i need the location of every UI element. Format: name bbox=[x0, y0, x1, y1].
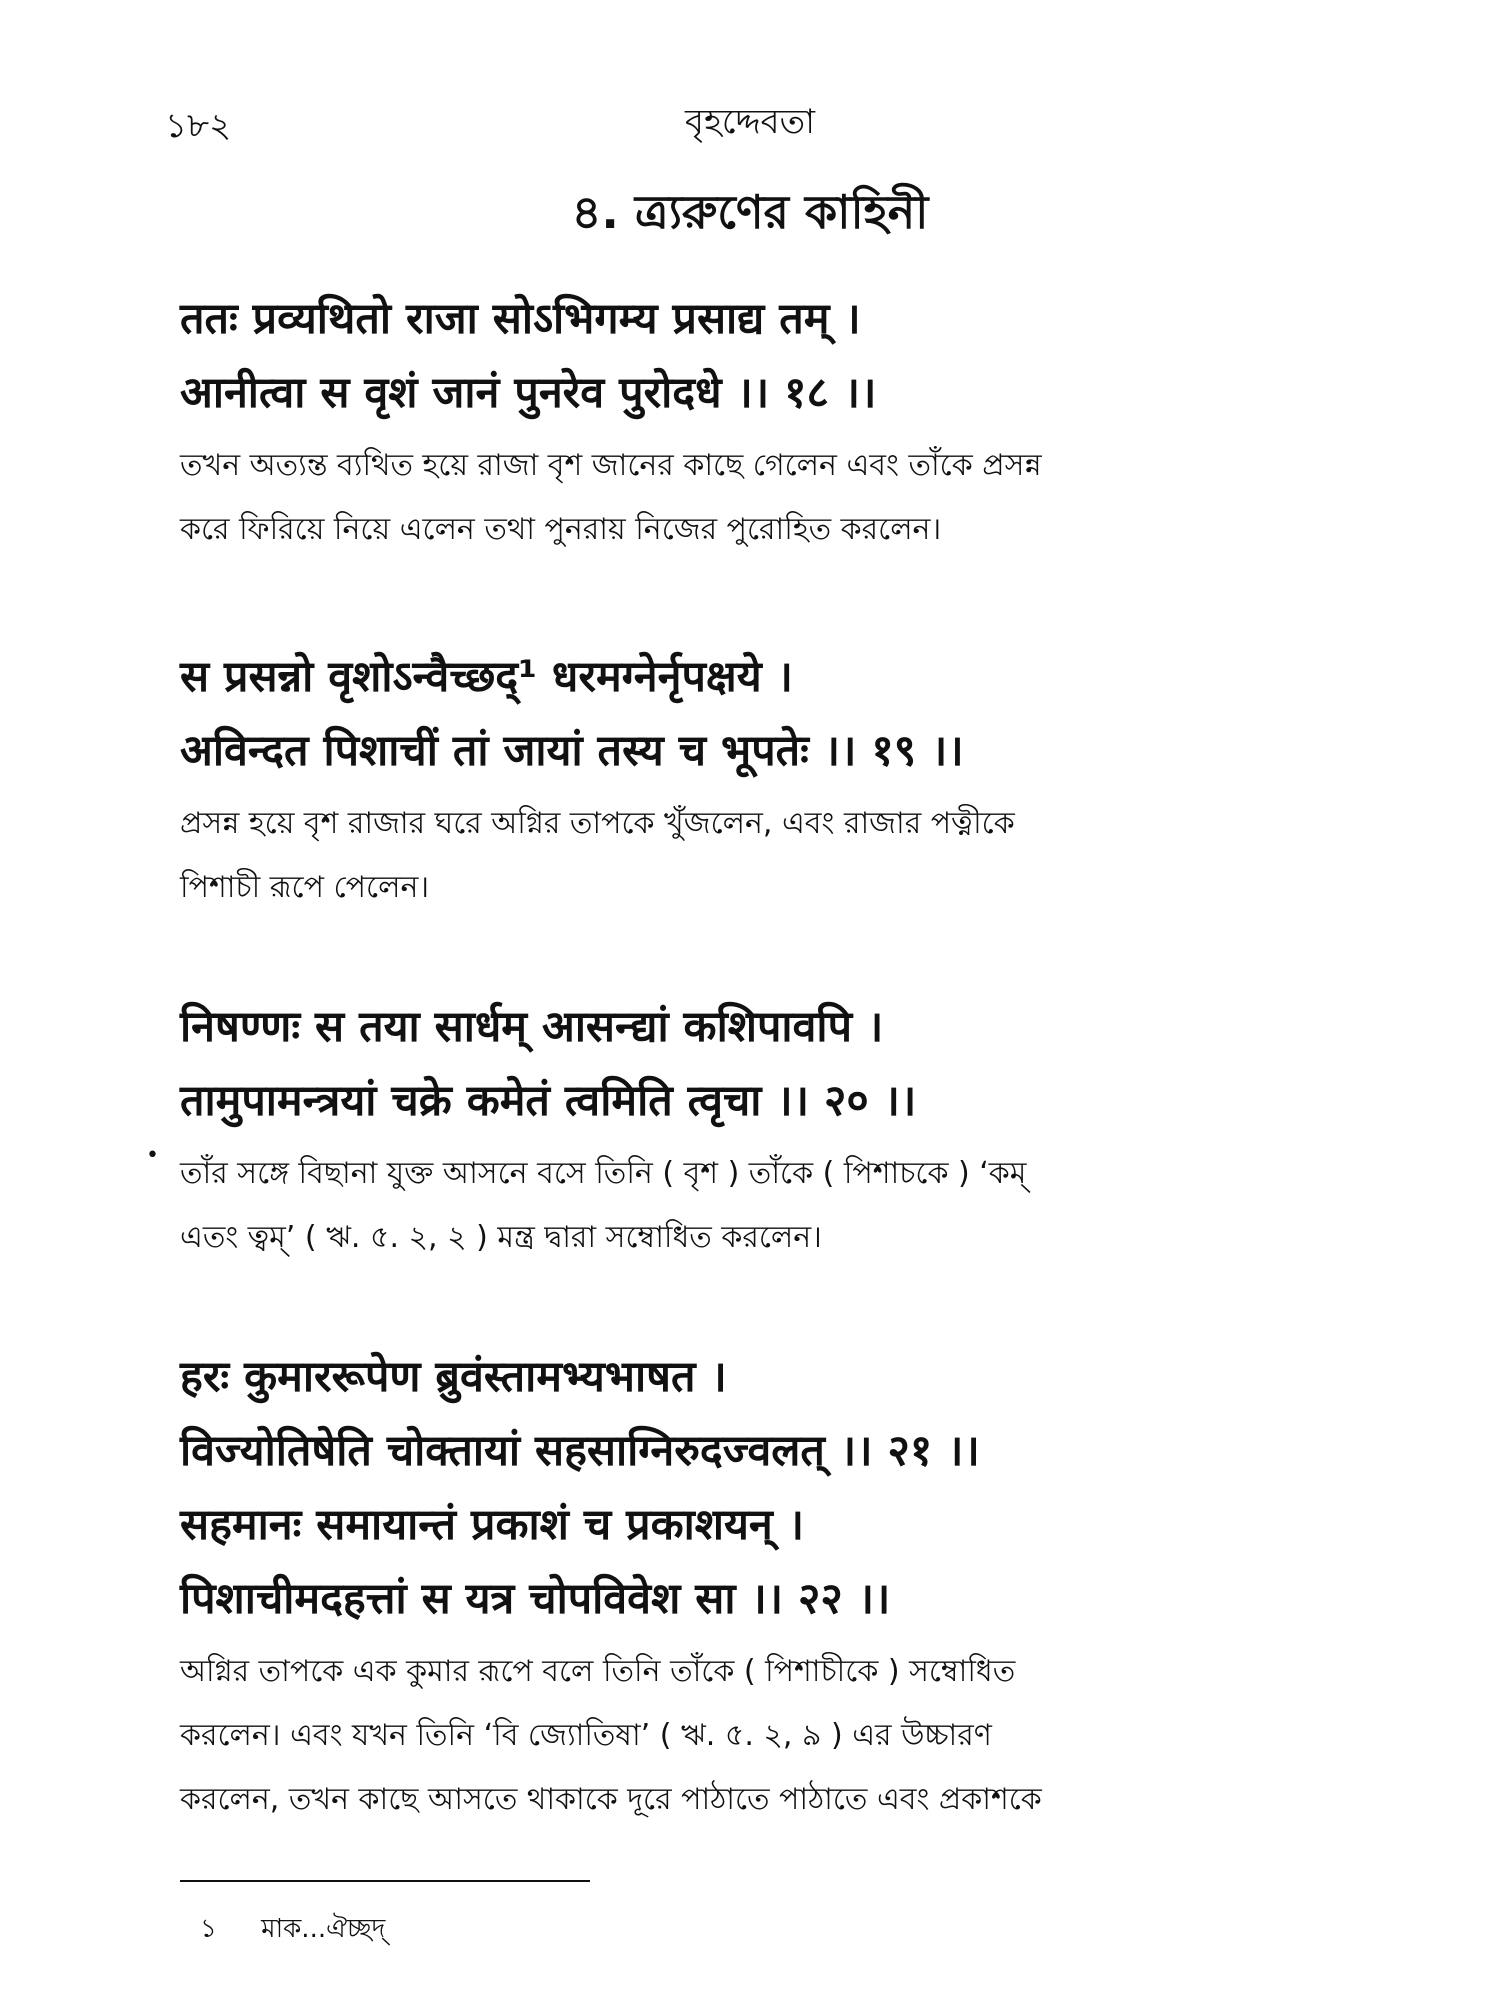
verse-block-18 bbox=[180, 282, 1340, 562]
translation-line: করলেন, তখন কাছে আসতে থাকাকে দূরে পাঠাতে পাঠাতে এবং প্রকাশকে bbox=[180, 1782, 1042, 1817]
sanskrit-line: निषण्णः स तया सार्धम् आसन्द्यां कशिपावपि । bbox=[180, 1002, 884, 1052]
translation-line: পিশাচী রূপে পেলেন। bbox=[180, 870, 430, 905]
translation-line: তখন অত্যন্ত ব্যথিত হয়ে রাজা বৃশ জানের কাছে গেলেন এবং তাঁকে প্রসন্ন bbox=[180, 448, 1042, 483]
translation-line: প্রসন্ন হয়ে বৃশ রাজার ঘরে অগ্নির তাপকে খুঁজলেন, এবং রাজার পত্নীকে bbox=[180, 806, 1015, 841]
bengali-translation bbox=[180, 1142, 1340, 1270]
sanskrit-line: स प्रसन्नो वृशोऽन्वैच्छद्¹ धरमग्नेर्नृपक्षये । bbox=[180, 652, 793, 702]
footnote-number: ১ bbox=[200, 1914, 217, 1944]
sanskrit-line: आनीत्वा स वृशं जानं पुनरेव पुरोदधे ।। १८ ।। bbox=[180, 368, 877, 418]
footnote-text: মাক...ঐচ্ছদ্ bbox=[261, 1914, 386, 1944]
translation-line: অগ্নির তাপকে এক কুমার রূপে বলে তিনি তাঁকে ( পিশাচীকে ) সম্বোধিত bbox=[180, 1654, 1016, 1689]
translation-line: করলেন। এবং যখন তিনি ‘বি জ্যোতিষা’ ( ঋ. ৫. ২, ৯ ) এর উচ্চারণ bbox=[180, 1718, 992, 1753]
bengali-translation bbox=[180, 792, 1340, 920]
sanskrit-line: पिशाचीमदहत्तां स यत्र चोपविवेश सा ।। २२ ।। bbox=[180, 1574, 891, 1624]
translation-line: এতং ত্বম্’ ( ঋ. ৫. ২, ২ ) মন্ত্র দ্বারা সম্বোধিত করলেন। bbox=[180, 1220, 822, 1255]
sanskrit-line: ततः प्रव्यथितो राजा सोऽभिगम्य प्रसाद्य तम् । bbox=[180, 294, 861, 344]
running-title: বৃহদ্দেবতা bbox=[685, 102, 815, 142]
sanskrit-line: सहमानः समायान्तं प्रकाशं च प्रकाशयन् । bbox=[180, 1500, 805, 1550]
sanskrit-line: हरः कुमाररूपेण ब्रुवंस्तामभ्यभाषत । bbox=[180, 1352, 727, 1402]
translation-line: তাঁর সঙ্গে বিছানা যুক্ত আসনে বসে তিনি ( বৃশ ) তাঁকে ( পিশাচকে ) ‘কম্ bbox=[180, 1156, 1027, 1191]
sanskrit-line: अविन्दत पिशाचीं तां जायां तस्य च भूपतेः ।। १९ ।। bbox=[180, 726, 964, 776]
margin-dot: • bbox=[146, 1143, 159, 1168]
translation-line: করে ফিরিয়ে নিয়ে এলেন তথা পুনরায় নিজের পুরোহিত করলেন। bbox=[180, 512, 942, 547]
footnote bbox=[200, 1908, 385, 1952]
sanskrit-line: तामुपामन्त्रयां चक्रे कमेतं त्वमिति त्वृचा ।। २० ।। bbox=[180, 1076, 917, 1126]
page-number: ১৮২ bbox=[165, 106, 232, 146]
bengali-translation bbox=[180, 1640, 1340, 1832]
footnote-divider bbox=[180, 1880, 590, 1882]
section-title: ৪. ত্র্যরুণের কাহিনী bbox=[571, 185, 929, 239]
verse-block-19 bbox=[180, 640, 1340, 920]
verse-block-21-22 bbox=[180, 1340, 1340, 1832]
sanskrit-line: विज्योतिषेति चोक्तायां सहसाग्निरुदज्वलत् ।। २१ ।। bbox=[180, 1426, 980, 1476]
verse-block-20 bbox=[180, 990, 1340, 1270]
bengali-translation bbox=[180, 434, 1340, 562]
